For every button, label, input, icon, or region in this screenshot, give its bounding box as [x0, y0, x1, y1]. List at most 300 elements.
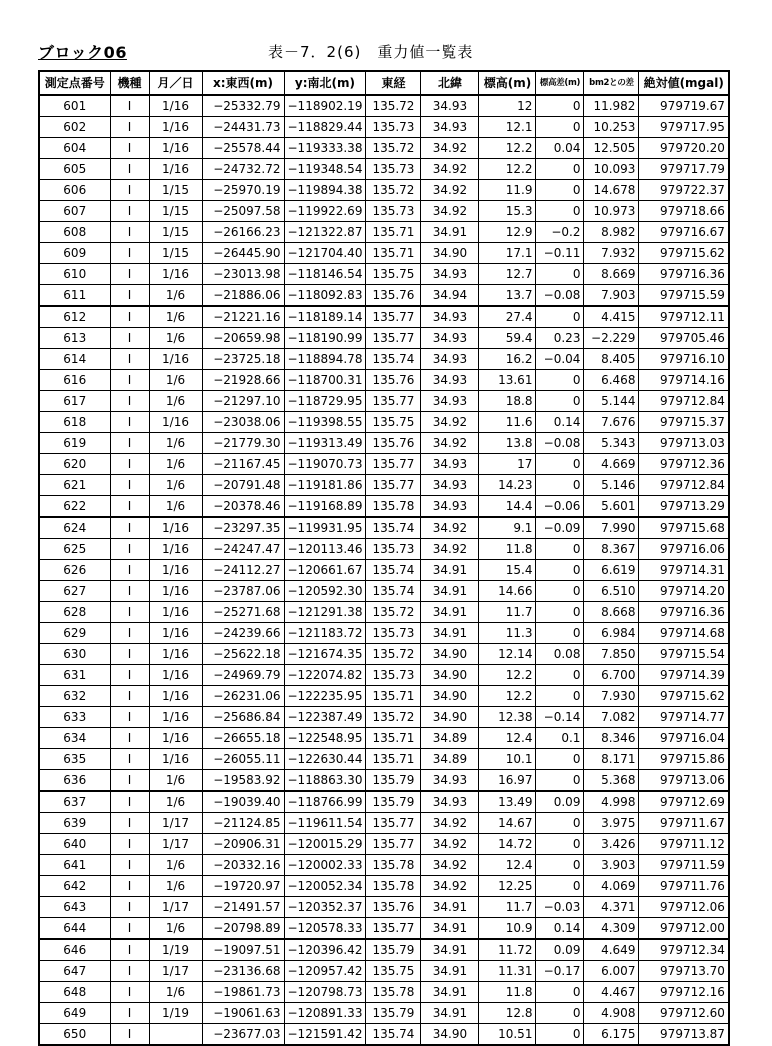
table-cell: 1/6 [149, 370, 202, 391]
table-cell: 13.8 [479, 433, 536, 454]
table-cell: 135.78 [366, 982, 421, 1003]
table-cell: −19861.73 [202, 982, 284, 1003]
table-cell: 1/16 [149, 95, 202, 117]
table-cell: 0 [536, 560, 584, 581]
table-cell: −120015.29 [284, 834, 366, 855]
table-cell: 644 [39, 918, 110, 940]
table-cell: −0.03 [536, 897, 584, 918]
table-cell: 14.66 [479, 581, 536, 602]
table-cell: −25622.18 [202, 644, 284, 665]
table-cell: 34.91 [421, 918, 479, 940]
table-cell: 4.415 [584, 306, 639, 328]
table-row [39, 412, 729, 433]
table-cell: 620 [39, 454, 110, 475]
table-cell: 648 [39, 982, 110, 1003]
table-cell: 135.77 [366, 306, 421, 328]
table-cell: 629 [39, 623, 110, 644]
table-cell: 13.7 [479, 285, 536, 307]
table-cell: −21124.85 [202, 813, 284, 834]
table-cell: 135.79 [366, 1003, 421, 1024]
table-cell: I [110, 581, 149, 602]
table-cell: 626 [39, 560, 110, 581]
table-cell: 135.75 [366, 264, 421, 285]
table-cell: 647 [39, 961, 110, 982]
table-row [39, 159, 729, 180]
table-cell: −20332.16 [202, 855, 284, 876]
table-row [39, 791, 729, 813]
table-cell: −119922.69 [284, 201, 366, 222]
table-cell: 622 [39, 496, 110, 518]
table-row [39, 264, 729, 285]
column-header: x:東西(m) [202, 71, 284, 95]
table-cell: −119611.54 [284, 813, 366, 834]
table-cell: 34.91 [421, 222, 479, 243]
table-cell: 135.72 [366, 180, 421, 201]
table-cell: −120592.30 [284, 581, 366, 602]
table-cell: 608 [39, 222, 110, 243]
table-cell: −122630.44 [284, 749, 366, 770]
table-cell: 34.90 [421, 686, 479, 707]
table-row [39, 602, 729, 623]
table-cell: I [110, 496, 149, 518]
table-cell: 605 [39, 159, 110, 180]
table-cell: 135.71 [366, 749, 421, 770]
table-row [39, 1003, 729, 1024]
table-cell: 979712.34 [639, 939, 729, 961]
table-cell: 637 [39, 791, 110, 813]
table-cell: 59.4 [479, 328, 536, 349]
table-cell: 34.92 [421, 539, 479, 560]
table-cell: 8.982 [584, 222, 639, 243]
table-cell: 135.73 [366, 159, 421, 180]
table-cell: 979712.36 [639, 454, 729, 475]
block-label: ブロック06 [38, 43, 127, 62]
table-cell: 649 [39, 1003, 110, 1024]
table-cell: 10.253 [584, 117, 639, 138]
table-cell: 1/16 [149, 159, 202, 180]
table-cell: 631 [39, 665, 110, 686]
table-cell: 618 [39, 412, 110, 433]
table-cell: 979712.16 [639, 982, 729, 1003]
table-cell: I [110, 749, 149, 770]
table-cell: 636 [39, 770, 110, 792]
table-cell: I [110, 349, 149, 370]
table-cell: 979714.68 [639, 623, 729, 644]
table-cell: 14.678 [584, 180, 639, 201]
table-cell: 34.91 [421, 961, 479, 982]
table-cell: 0 [536, 475, 584, 496]
table-cell: −122548.95 [284, 728, 366, 749]
table-cell: 3.903 [584, 855, 639, 876]
table-cell: 642 [39, 876, 110, 897]
table-header-row [39, 71, 729, 95]
table-cell: 7.082 [584, 707, 639, 728]
table-cell: 27.4 [479, 306, 536, 328]
table-row [39, 328, 729, 349]
table-cell: 135.77 [366, 475, 421, 496]
table-cell: 10.9 [479, 918, 536, 940]
table-cell: 1/16 [149, 623, 202, 644]
table-cell: 34.93 [421, 454, 479, 475]
table-cell: 7.850 [584, 644, 639, 665]
table-cell: 0 [536, 855, 584, 876]
table-cell: 979713.87 [639, 1024, 729, 1046]
table-cell: 135.74 [366, 581, 421, 602]
table-cell: −23013.98 [202, 264, 284, 285]
table-cell: −118766.99 [284, 791, 366, 813]
table-cell: 34.93 [421, 370, 479, 391]
table-cell: −119894.38 [284, 180, 366, 201]
table-cell: 1/6 [149, 791, 202, 813]
table-cell: −20906.31 [202, 834, 284, 855]
table-cell: 0 [536, 813, 584, 834]
table-cell: 602 [39, 117, 110, 138]
table-cell: 6.007 [584, 961, 639, 982]
table-cell: 34.91 [421, 982, 479, 1003]
table-cell: I [110, 813, 149, 834]
table-cell: 632 [39, 686, 110, 707]
table-cell: 979715.62 [639, 686, 729, 707]
table-cell: −121291.38 [284, 602, 366, 623]
table-cell: I [110, 855, 149, 876]
table-cell: −0.04 [536, 349, 584, 370]
table-cell: 601 [39, 95, 110, 117]
table-cell: −24732.72 [202, 159, 284, 180]
table-cell: −21886.06 [202, 285, 284, 307]
table-cell: 8.367 [584, 539, 639, 560]
table-cell: −118190.99 [284, 328, 366, 349]
table-cell: 34.93 [421, 496, 479, 518]
table-cell: I [110, 791, 149, 813]
gravity-table [38, 70, 730, 1046]
table-cell: I [110, 138, 149, 159]
table-cell: I [110, 770, 149, 792]
table-cell: 11.31 [479, 961, 536, 982]
table-cell: 17 [479, 454, 536, 475]
table-cell: 1/17 [149, 897, 202, 918]
table-cell: 34.91 [421, 939, 479, 961]
table-cell: 14.4 [479, 496, 536, 518]
table-cell: −25578.44 [202, 138, 284, 159]
table-cell: I [110, 117, 149, 138]
table-cell: −119931.95 [284, 517, 366, 539]
table-cell: 1/16 [149, 707, 202, 728]
page-title: 表－7．2(6) 重力値一覧表 [268, 43, 474, 61]
table-cell: 1/16 [149, 686, 202, 707]
table-cell: −119348.54 [284, 159, 366, 180]
table-cell: 135.77 [366, 391, 421, 412]
table-cell: 1/6 [149, 454, 202, 475]
table-cell: I [110, 475, 149, 496]
table-cell: 4.669 [584, 454, 639, 475]
table-cell: 0.1 [536, 728, 584, 749]
table-cell: 1/16 [149, 264, 202, 285]
table-cell: −119181.86 [284, 475, 366, 496]
table-cell: 0 [536, 201, 584, 222]
table-cell: I [110, 897, 149, 918]
table-cell: −21221.16 [202, 306, 284, 328]
table-cell: −0.14 [536, 707, 584, 728]
table-cell: 12.38 [479, 707, 536, 728]
table-row [39, 391, 729, 412]
table-cell: 1/16 [149, 138, 202, 159]
table-cell: 135.74 [366, 1024, 421, 1046]
table-cell: −23677.03 [202, 1024, 284, 1046]
table-cell: 7.990 [584, 517, 639, 539]
table-cell: 0 [536, 602, 584, 623]
table-cell: 979722.37 [639, 180, 729, 201]
table-cell: 6.984 [584, 623, 639, 644]
table-row [39, 707, 729, 728]
table-cell: 979720.20 [639, 138, 729, 159]
table-cell: 34.92 [421, 180, 479, 201]
table-cell: 3.975 [584, 813, 639, 834]
table-cell: −118729.95 [284, 391, 366, 412]
table-cell: I [110, 517, 149, 539]
table-cell: 979714.77 [639, 707, 729, 728]
table-cell: 0 [536, 391, 584, 412]
table-cell: 1/6 [149, 982, 202, 1003]
table-cell: 621 [39, 475, 110, 496]
table-cell: 0 [536, 686, 584, 707]
table-cell: 5.144 [584, 391, 639, 412]
table-cell: 135.73 [366, 201, 421, 222]
table-cell: 979712.11 [639, 306, 729, 328]
table-cell: −24112.27 [202, 560, 284, 581]
table-cell: −120578.33 [284, 918, 366, 940]
table-cell: 979711.76 [639, 876, 729, 897]
table-cell: 12.505 [584, 138, 639, 159]
table-cell: 135.72 [366, 602, 421, 623]
table-cell: 979716.04 [639, 728, 729, 749]
table-cell: 635 [39, 749, 110, 770]
table-cell: −21297.10 [202, 391, 284, 412]
table-cell: 1/6 [149, 918, 202, 940]
table-cell: I [110, 644, 149, 665]
table-cell: 979715.59 [639, 285, 729, 307]
table-cell: 4.371 [584, 897, 639, 918]
table-cell: −26166.23 [202, 222, 284, 243]
table-cell: 0 [536, 665, 584, 686]
table-cell: 9.1 [479, 517, 536, 539]
table-cell: 0 [536, 982, 584, 1003]
table-cell: I [110, 665, 149, 686]
table-cell: 10.973 [584, 201, 639, 222]
table-cell: 135.72 [366, 138, 421, 159]
table-row [39, 581, 729, 602]
table-row [39, 813, 729, 834]
table-cell: I [110, 370, 149, 391]
table-row [39, 623, 729, 644]
table-cell: 14.67 [479, 813, 536, 834]
table-row [39, 306, 729, 328]
table-cell: 34.92 [421, 855, 479, 876]
table-row [39, 834, 729, 855]
table-cell: −26055.11 [202, 749, 284, 770]
table-cell: I [110, 285, 149, 307]
table-cell: 1/15 [149, 243, 202, 264]
table-row [39, 475, 729, 496]
table-cell: 0.09 [536, 791, 584, 813]
table-cell: 4.309 [584, 918, 639, 940]
table-cell: 0 [536, 264, 584, 285]
table-cell: 979715.68 [639, 517, 729, 539]
table-cell: 4.908 [584, 1003, 639, 1024]
table-cell: 979712.06 [639, 897, 729, 918]
table-cell: 0 [536, 876, 584, 897]
table-row [39, 95, 729, 117]
table-cell: −121183.72 [284, 623, 366, 644]
table-cell: I [110, 95, 149, 117]
table-cell: 604 [39, 138, 110, 159]
table-cell: 979711.12 [639, 834, 729, 855]
table-cell: 34.94 [421, 285, 479, 307]
table-cell: 11.7 [479, 897, 536, 918]
table-cell: 12.2 [479, 138, 536, 159]
table-cell: 34.92 [421, 834, 479, 855]
table-cell: 3.426 [584, 834, 639, 855]
table-cell: 10.093 [584, 159, 639, 180]
table-cell: 18.8 [479, 391, 536, 412]
table-cell: 617 [39, 391, 110, 412]
table-cell: I [110, 391, 149, 412]
table-row [39, 201, 729, 222]
table-cell: 1/6 [149, 328, 202, 349]
table-cell: 135.77 [366, 454, 421, 475]
table-cell: I [110, 961, 149, 982]
table-cell: −121704.40 [284, 243, 366, 264]
table-row [39, 433, 729, 454]
table-cell: 8.346 [584, 728, 639, 749]
table-row [39, 961, 729, 982]
table-cell: 7.932 [584, 243, 639, 264]
table-cell: 10.51 [479, 1024, 536, 1046]
table-cell: 135.78 [366, 496, 421, 518]
table-cell: 11.7 [479, 602, 536, 623]
table-cell: 12 [479, 95, 536, 117]
table-cell: 135.77 [366, 328, 421, 349]
table-cell: 34.93 [421, 117, 479, 138]
table-cell: 5.601 [584, 496, 639, 518]
table-cell: −119070.73 [284, 454, 366, 475]
table-cell: 135.72 [366, 95, 421, 117]
table-cell: 616 [39, 370, 110, 391]
table-cell: −0.08 [536, 285, 584, 307]
column-header: 絶対値(mgal) [639, 71, 729, 95]
table-cell: I [110, 939, 149, 961]
table-cell: I [110, 686, 149, 707]
table-cell: 607 [39, 201, 110, 222]
table-cell: 34.92 [421, 201, 479, 222]
table-cell: 34.92 [421, 412, 479, 433]
table-row [39, 982, 729, 1003]
table-row [39, 496, 729, 518]
table-cell: −122387.49 [284, 707, 366, 728]
table-cell: −119313.49 [284, 433, 366, 454]
column-header: 測定点番号 [39, 71, 110, 95]
table-cell: 0 [536, 370, 584, 391]
table-cell: −120798.73 [284, 982, 366, 1003]
table-cell: 979712.69 [639, 791, 729, 813]
table-cell: 633 [39, 707, 110, 728]
table-cell: −121591.42 [284, 1024, 366, 1046]
table-cell: 0 [536, 1024, 584, 1046]
table-cell: 6.700 [584, 665, 639, 686]
table-cell [149, 1024, 202, 1046]
table-cell: 5.368 [584, 770, 639, 792]
table-cell: 6.619 [584, 560, 639, 581]
table-cell: 0 [536, 159, 584, 180]
table-cell: 979712.84 [639, 475, 729, 496]
table-cell: 0 [536, 770, 584, 792]
table-cell: I [110, 1024, 149, 1046]
table-row [39, 770, 729, 792]
table-cell: 979715.54 [639, 644, 729, 665]
table-cell: 0.08 [536, 644, 584, 665]
table-cell: 34.93 [421, 391, 479, 412]
table-cell: −120352.37 [284, 897, 366, 918]
table-cell: 135.75 [366, 412, 421, 433]
table-cell: −2.229 [584, 328, 639, 349]
table-cell: 1/16 [149, 517, 202, 539]
table-cell: 12.14 [479, 644, 536, 665]
table-cell: 135.76 [366, 285, 421, 307]
table-cell: −25332.79 [202, 95, 284, 117]
table-cell: 979715.86 [639, 749, 729, 770]
table-cell: 979719.67 [639, 95, 729, 117]
table-cell: −118894.78 [284, 349, 366, 370]
table-cell: 639 [39, 813, 110, 834]
column-header: 北緯 [421, 71, 479, 95]
table-cell: 628 [39, 602, 110, 623]
table-row [39, 517, 729, 539]
table-cell: 135.71 [366, 686, 421, 707]
table-cell: 135.77 [366, 813, 421, 834]
table-cell: 135.71 [366, 222, 421, 243]
table-cell: 611 [39, 285, 110, 307]
table-cell: 640 [39, 834, 110, 855]
table-cell: 11.8 [479, 539, 536, 560]
table-cell: 11.982 [584, 95, 639, 117]
table-cell: 12.2 [479, 159, 536, 180]
table-cell: I [110, 201, 149, 222]
table-cell: 13.49 [479, 791, 536, 813]
table-cell: −120052.34 [284, 876, 366, 897]
table-cell: 979711.67 [639, 813, 729, 834]
table-cell: 625 [39, 539, 110, 560]
table-cell: −122235.95 [284, 686, 366, 707]
table-cell: 0 [536, 581, 584, 602]
table-cell: 16.97 [479, 770, 536, 792]
table-cell: 34.92 [421, 517, 479, 539]
table-row [39, 939, 729, 961]
table-row [39, 222, 729, 243]
table-cell: I [110, 918, 149, 940]
table-cell: −120396.42 [284, 939, 366, 961]
table-cell: 1/16 [149, 728, 202, 749]
table-cell: 979714.31 [639, 560, 729, 581]
table-cell: −0.17 [536, 961, 584, 982]
table-cell: 627 [39, 581, 110, 602]
table-cell: −24969.79 [202, 665, 284, 686]
table-row [39, 285, 729, 307]
table-cell: 34.92 [421, 159, 479, 180]
table-cell: 34.91 [421, 623, 479, 644]
table-cell: −19039.40 [202, 791, 284, 813]
table-cell: −120957.42 [284, 961, 366, 982]
table-cell: −26445.90 [202, 243, 284, 264]
table-cell: −21928.66 [202, 370, 284, 391]
